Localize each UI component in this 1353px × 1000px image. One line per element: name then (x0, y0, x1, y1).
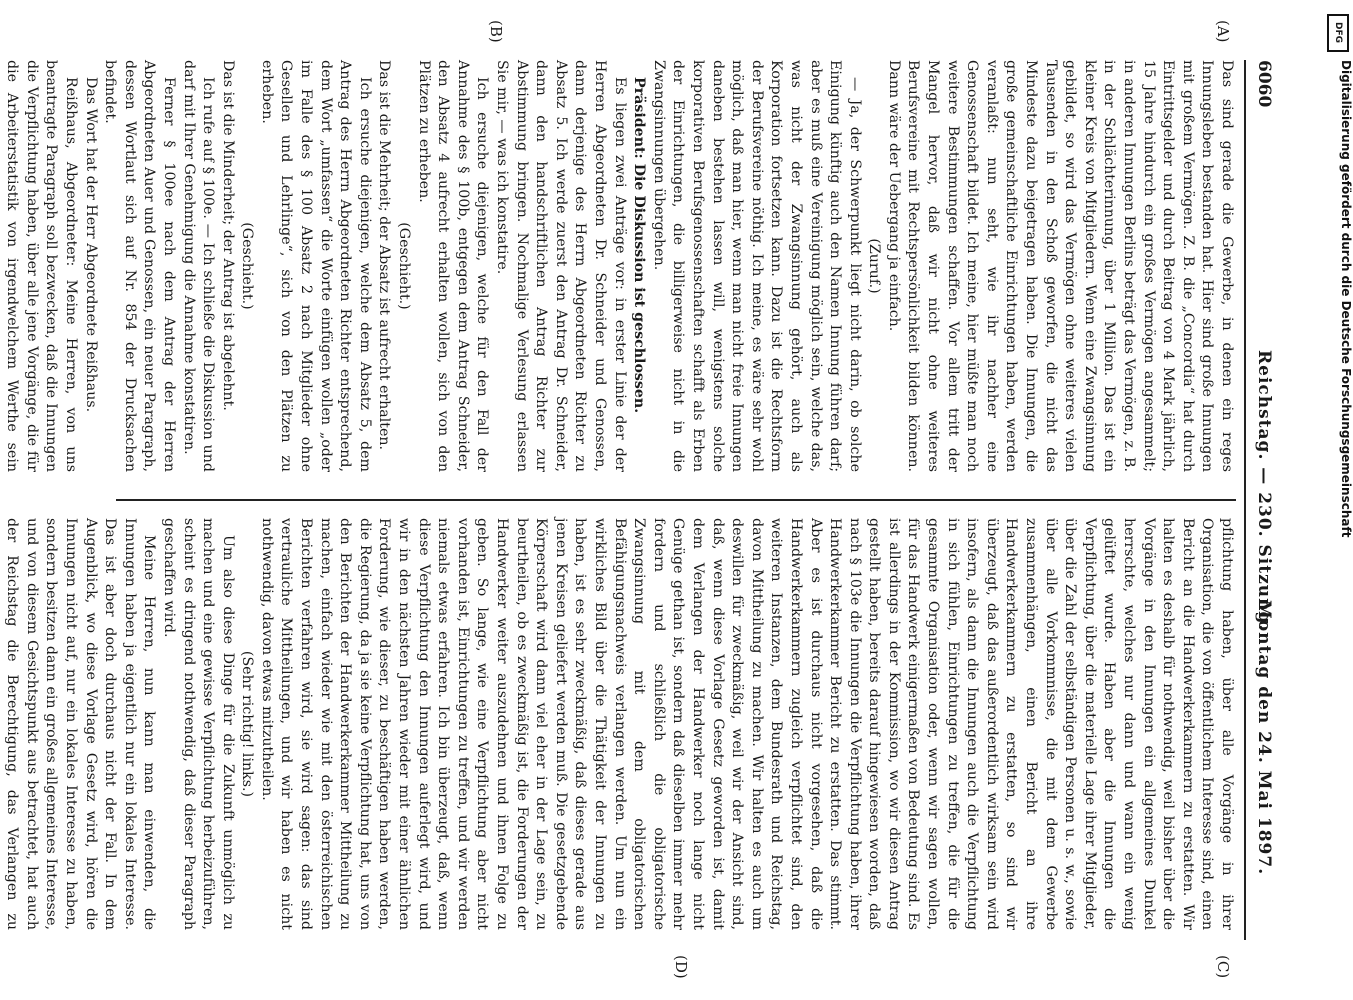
session-title: Reichstag. — 230. Sitzung. (1254, 350, 1274, 632)
paragraph: Das sind gerade die Gewerbe, in denen ein reges Innungsleben bestanden hat. Hier sind große Innungen mit großem Vermögen. Z. B. die „Concordia“ hat durch Eintrittsgelder und durch Beitrag von 4 Mark jährlich, 15 Jahre hindurch ein großes Vermögen angesammelt; in anderen Innungen Berlins beträgt das Vermögen, z. B. in der Schlächterinnung, über 1 Million. Das ist ein kleiner Kreis von Mitgliedern. Wenn eine Zwangsinnung gebildet, so wird das Vermögen ohne weiteres vielen Tausenden in den Schoß geworfen, die nicht das Mindeste dazu beigetragen haben. Die Innungen, die große gemeinschaftliche Einrichtungen haben, werden veranlaßt: nun seht, wie ihr nachher eine Genossenschaft bildet. Ich meine, hier müßte man noch weitere Bestimmungen schaffen. Vor allem tritt der Mangel hervor, daß wir nicht ohne weiteres Berufsvereine mit Rechtspersönlichkeit bilden können. Dann wäre der Uebergang ja einfach. (885, 60, 1235, 472)
header-rule (1244, 60, 1246, 940)
session-date: Montag den 24. Mai 1897. (1254, 600, 1274, 876)
paragraph: Ferner § 100ee nach dem Antrag der Herren Abgeordneten Auer und Genossen, ein neuer Paragraph, dessen Wortlaut sich auf Nr. 854 der Drucksachen befindet. (102, 60, 177, 472)
speaker-paragraph: Präsident: Die Diskussion ist geschlossen. (631, 77, 648, 414)
page-number: 6060 (1254, 60, 1274, 108)
margin-mark-d: (D) (672, 955, 690, 979)
interjection: (Geschieht.) (239, 222, 256, 310)
running-head (1246, 60, 1280, 940)
margin-mark-a: (A) (1214, 20, 1232, 43)
margin-mark-b: (B) (487, 20, 505, 43)
paragraph: Meine Herren, nun kann man einwenden, die Innungen haben ja eigentlich nur ein lokales Interesse. Das ist aber doch durchaus nicht der Fall. In dem Augenblick, wo diese Vorlage Gesetz wird, hören die Innungen nicht auf, nur ein lokales Interesse zu haben, sondern besitzen dann ein großes allgemeines Interesse, und von diesem Gesichtspunkt aus betrachtet, hat auch der Reichstag die Berechtigung, das Verlangen zu (4, 518, 158, 930)
dfg-logo: DFG (1327, 14, 1349, 52)
paragraph: Das ist die Minderheit; der Antrag ist abgelehnt. (219, 60, 236, 411)
right-column (4, 518, 1236, 930)
paragraph: Das ist die Mehrheit; der Absatz ist aufrecht erhalten. (376, 60, 393, 451)
paragraph: Um also diese Dinge für die Zukunft unmöglich zu machen und eine gewisse Verpflichtung herbeizuführen, scheint es dringend nothwendig, daß dieser Paragraph geschaffen wird. (160, 518, 236, 930)
interjection: (Geschieht.) (396, 222, 413, 310)
margin-mark-c: (C) (1214, 955, 1232, 979)
interjection: (Zuruf.) (866, 238, 883, 294)
credit-text: Digitalisierung gefördert durch die Deutsche Forschungsgemeinschaft (1339, 60, 1353, 538)
paragraph: Ich ersuche diejenigen, welche für den Fall der Annahme des § 100b, entgegen dem Antrag Schneider, den Absatz 4 aufrecht erhalten wollen, sich von den Plätzen zu erheben. (415, 60, 491, 472)
paragraph: pflichtung haben, über alle Vorgänge in ihrer Organisation, die von öffentlichem Interesse sind, einen Bericht an die Handwerkerkammern zu erstatten. Wir halten es deshalb für nothwendig, weil bisher über die Vorgänge in den Innungen ein allgemeines Dunkel herrschte, welches nur dann und wann ein wenig gelüftet wurde. Haben aber die Innungen die Verpflichtung, über die materielle Lage ihrer Mitglieder, über die Zahl der selbständigen Personen u. s. w., sowie über alle Vorkommnisse, die mit dem Gewerbe zusammenhängen, einen Bericht an ihre Handwerkerkammern zu erstatten, so sind wir überzeugt, daß das außerordentlich wirksam sein wird insofern, als dann die Innungen auch die Verpflichtung in sich fühlen, Einrichtungen zu treffen, die für die gesammte Organisation oder, wenn wir sagen wollen, für das Handwerk einigermaßen von Bedeutung sind. Es ist allerdings in der Kommission, wo wir diesen Antrag gestellt haben, bereits darauf hingewiesen worden, daß nach § 103e die Innungen die Verpflichtung haben, ihrer Handwerkerkammer Bericht zu erstatten. Das stimmt. Aber es ist durchaus nicht vorgesehen, daß die Handwerkerkammern zugleich verpflichtet sind, den weiteren Instanzen, dem Bundesrath und Reichstag, davon Mittheilung zu machen. Wir halten es auch um deswillen für zweckmäßig, weil wir der Ansicht sind, daß, wenn diese Vorlage Gesetz geworden ist, damit dem Verlangen der Handwerker noch lange nicht Genüge gethan ist, sondern daß dieselben immer mehr fordern und schließlich die obligatorische Zwangsinnung mit dem obligatorischen Befähigungsnachweis verlangen werden. Um nun ein wirkliches Bild über die Thätigkeit der Innungen zu haben, ist es sehr zweckmäßig, daß dieses gerade aus jenen Kreisen geliefert werden muß. Die gesetzgebende Körperschaft wird dann viel eher in der Lage sein, zu beurtheilen, ob es zweckmäßig ist, die Forderungen der Handwerker weiter auszudehnen und ihnen Folge zu geben. So lange, wie eine Verpflichtung aber nicht vorhanden ist, Einrichtungen zu treffen, und wir werden niemals etwas erfahren. Ich bin überzeugt, daß, wenn diese Verpflichtung den Innungen auferlegt wird, und wir in den nächsten Jahren wieder mit einer ähnlichen Forderung, wie dieser, zu beschäftigen haben werden, die Regierung, da ja sie keine Verpflichtung hat, uns von den Berichten der Handwerkerkammer Mittheilung zu machen, einfach wieder wie mit den österreichischen Berichten verfahren wird, sie wird sagen: das sind vertrauliche Mittheilungen, und wir haben es nicht nothwendig, davon etwas mitzutheilen. (258, 518, 1235, 930)
interjection: (Sehr richtig! links.) (239, 650, 256, 798)
column-rule (116, 499, 1236, 501)
left-column (4, 60, 1236, 472)
paragraph: Ich ersuche diejenigen, welche dem Absatz 5, dem Antrag des Herrn Abgeordneten Richter entsprechend, dem Wort „umfassen“ die Worte einfügen wollen „oder im Falle des § 100 Absatz 2 nach Mitglieder ohne Gesellen und Lehrlinge“, sich von den Plätzen zu erheben. (258, 60, 373, 472)
digitization-credit (1325, 10, 1353, 990)
paragraph: — Ja, der Schwerpunkt liegt nicht darin, ob solche Einigung künftig auch den Namen Innung führen darf; aber es muß eine Vereinigung möglich sein, welche das, was nicht der Zwangsinnung gehört, auch als Korporation fortsetzen kann. Dazu ist die Rechtsform der Berufsvereine nöthig. Ich meine, es wäre sehr wohl möglich, daß man hier, wenn man nicht freie Innungen daneben bestehen lassen will, wenigstens solche korporativen Berufsgenossenschaften schafft als Erben der Einrichtungen, die billigerweise nicht in die Zwangsinnungen übergehen. (650, 60, 863, 472)
paragraph: Das Wort hat der Herr Abgeordnete Reißhaus. (82, 77, 99, 413)
paragraph: Es liegen zwei Anträge vor: in erster Linie der der Herren Abgeordneten Dr. Schneider und Genossen, dann derjenige des Herrn Abgeordneten Richter zu Absatz 5. Ich werde zuerst den Antrag Dr. Schneider, dann den handschriftlichen Antrag Richter zur Abstimmung bringen. Nochmalige Verlesung erlassen Sie mir, — was ich konstatire. (494, 60, 628, 472)
document-page (4, 20, 1280, 979)
paragraph: Ich rufe auf § 100e. — Ich schließe die Diskussion und darf mit Ihrer Genehmigung die Annahme konstatiren. (180, 60, 217, 472)
speaker-paragraph: Reißhaus, Abgeordneter: Meine Herren, von uns beantragte Paragraph soll bezwecken, daß die Innungen die Verpflichtung haben, über alle jene Vorgänge, die für die Arbeiterstatistik von irgendwelchem Werthe sein (4, 60, 79, 472)
